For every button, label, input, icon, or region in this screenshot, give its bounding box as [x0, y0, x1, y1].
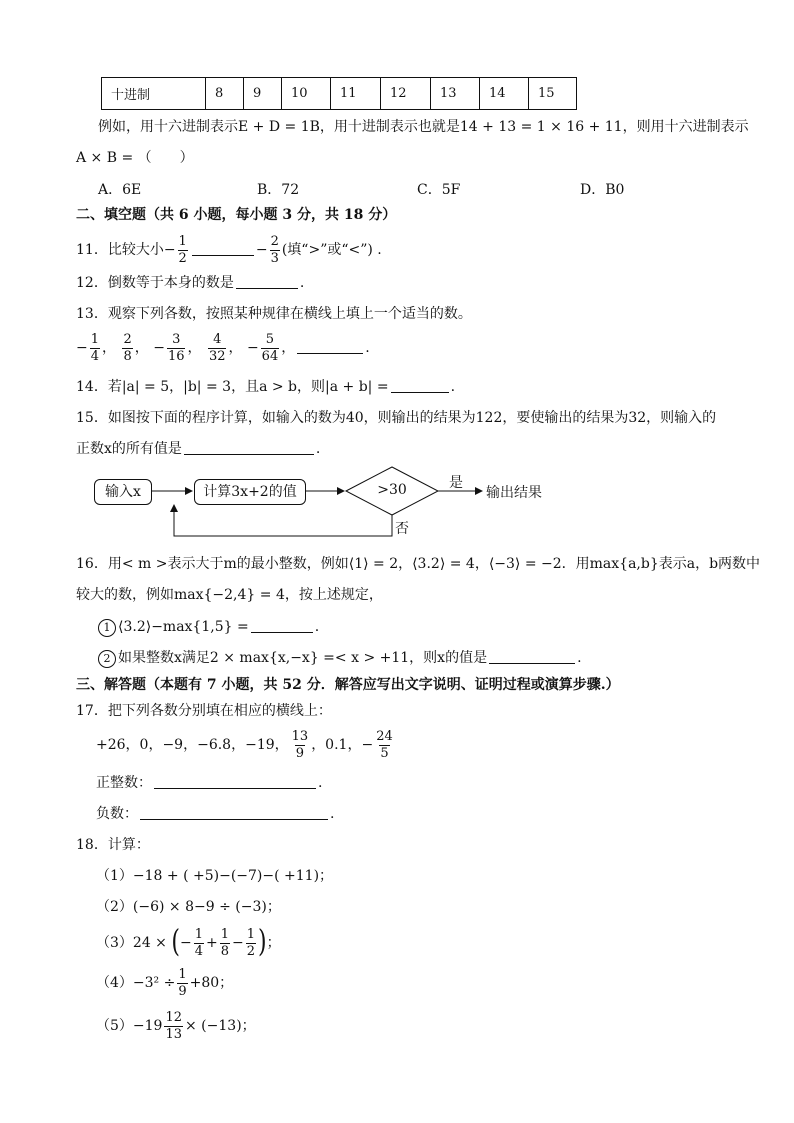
answer-blank[interactable] [297, 339, 363, 354]
positive-integer-line [96, 773, 322, 793]
denominator: 4 [90, 348, 100, 364]
period: . [315, 441, 321, 457]
minus-sign: − [179, 935, 192, 951]
table-cell: 11 [331, 78, 381, 110]
denominator: 8 [123, 348, 132, 364]
q18-part3 [96, 926, 281, 960]
circle-number: 1 [98, 619, 116, 637]
section-3-title: 三、解答题（本题有 7 小题，共 52 分．解答应写出文字说明、证明过程或演算步骤.） [76, 677, 620, 693]
question-14 [76, 377, 455, 397]
answer-blank[interactable] [391, 378, 449, 393]
answer-blank[interactable] [236, 274, 298, 289]
fraction [270, 235, 280, 266]
fraction [167, 333, 186, 364]
plus-sign: + [205, 935, 218, 951]
numerator: 1 [220, 926, 229, 942]
denominator: 13 [165, 1026, 182, 1042]
q16-part2-text: 如果整数x满足2 × max{x,−x} =< x > +11，则x的值是 [118, 650, 488, 666]
q13-sequence [76, 331, 370, 365]
table-cell: 12 [381, 78, 431, 110]
yes-label: 是 [449, 475, 463, 491]
q16-part1 [98, 617, 319, 637]
fraction [375, 730, 394, 761]
numerator: 1 [90, 331, 100, 347]
compute-box: 计算3x+2的值 [194, 479, 306, 505]
minus-sign: − [231, 935, 244, 951]
numerator: 1 [194, 926, 203, 942]
answer-blank[interactable] [192, 241, 254, 256]
input-box: 输入x [94, 479, 152, 505]
option-b: B．72 [257, 182, 300, 198]
flowchart-lines [90, 464, 560, 544]
q15-answer-line [76, 439, 320, 459]
denominator: 8 [220, 943, 229, 959]
numerator: 12 [165, 1009, 182, 1025]
numerator: 5 [265, 331, 275, 347]
period: . [365, 340, 370, 356]
fraction [194, 928, 204, 959]
q16-line2: 较大的数，例如max{−2,4} = 4，按上述规定， [76, 587, 383, 603]
fraction [261, 333, 280, 364]
sign: − [76, 340, 88, 356]
condition-label: >30 [377, 482, 407, 498]
table-cell: 9 [244, 78, 282, 110]
q12-text: 12．倒数等于本身的数是 [76, 275, 234, 291]
q10-question: A × B = （ ） [76, 150, 194, 166]
q16-part1-text: ⟨3.2⟩−max{1,5} = [118, 619, 249, 635]
separator: ， [102, 340, 117, 356]
question-18: 18．计算： [76, 837, 150, 853]
numerator: 4 [213, 331, 222, 347]
q15-text: 正数x的所有值是 [76, 441, 182, 457]
question-15: 15．如图按下面的程序计算，如输入的数为40，则输出的结果为122，要使输出的结果为32，则输入的 [76, 410, 717, 426]
table-row [102, 78, 577, 110]
period: . [577, 650, 582, 666]
fraction [220, 928, 230, 959]
fraction [164, 1011, 183, 1042]
fraction [177, 968, 187, 999]
decimal-table [101, 77, 577, 110]
period: . [450, 379, 456, 395]
table-cell: 13 [431, 78, 480, 110]
q14-text: 14．若|a| = 5，|b| = 3，且a > b，则|a + b| = [76, 379, 389, 395]
answer-blank[interactable] [154, 774, 316, 789]
q18-part5 [96, 1009, 256, 1043]
denominator: 32 [208, 348, 226, 364]
denominator: 5 [380, 745, 389, 761]
question-12 [76, 273, 304, 293]
denominator: 9 [178, 983, 187, 999]
right-paren: ) [258, 924, 267, 960]
circle-number: 2 [98, 650, 116, 668]
separator: ， [134, 340, 149, 356]
number-list: +26，0，−9，−6.8，−19， [96, 737, 289, 753]
option-a: A．6E [98, 182, 142, 198]
output-label: 输出结果 [486, 485, 542, 501]
q11-prefix: 11．比较大小− [76, 242, 176, 258]
denominator: 2 [246, 943, 255, 959]
fraction [291, 730, 310, 761]
negative-number-label: 负数： [96, 806, 138, 822]
answer-blank[interactable] [140, 805, 328, 820]
q18-part4-suffix: +80； [189, 975, 234, 991]
q18-part1: （1）−18 + ( +5)−(−7)−( +11)； [96, 868, 334, 884]
question-17: 17．把下列各数分别填在相应的横线上： [76, 703, 332, 719]
sign: − [153, 340, 165, 356]
numerator: 24 [376, 728, 393, 744]
table-header-cell: 十进制 [102, 78, 206, 110]
option-c: C．5F [417, 182, 461, 198]
period: . [314, 619, 320, 635]
question-11 [76, 234, 382, 266]
table-cell: 10 [282, 78, 331, 110]
sign: − [246, 340, 259, 356]
period: . [299, 275, 305, 291]
no-label: 否 [395, 521, 409, 537]
positive-integer-label: 正整数： [96, 775, 152, 791]
negative-number-line [96, 804, 334, 824]
numerator: 2 [123, 331, 132, 347]
q18-part4 [96, 966, 233, 1000]
q10-example: 例如，用十六进制表示E + D = 1B，用十进制表示也就是14 + 13 = 1 × 16 + 11，则用十六进制表示 [98, 119, 749, 135]
fraction [122, 333, 132, 364]
separator: ， [187, 340, 202, 356]
table-cell: 14 [480, 78, 529, 110]
q17-numbers [96, 728, 396, 762]
numerator: 1 [246, 926, 255, 942]
loop-arrow [174, 505, 392, 536]
q18-part2: （2）(−6) × 8−9 ÷ (−3)； [96, 899, 281, 915]
q18-part4-prefix: （4）−3² ÷ [96, 975, 176, 991]
q18-part3-prefix: （3）24 × [96, 935, 167, 951]
numerator: 2 [270, 233, 279, 249]
fraction [178, 235, 188, 266]
fraction [90, 333, 100, 364]
left-paren: ( [171, 924, 180, 960]
period: . [330, 806, 335, 822]
semicolon: ； [266, 935, 281, 951]
denominator: 64 [261, 348, 279, 364]
fraction [246, 928, 256, 959]
option-d: D．B0 [580, 182, 625, 198]
separator: ， [281, 340, 296, 356]
denominator: 2 [178, 250, 187, 266]
question-16: 16．用< m >表示大于m的最小整数，例如⟨1⟩ = 2，⟨3.2⟩ = 4，⟨−3⟩ = −2．用max{a,b}表示a，b两数中 [76, 556, 761, 572]
number-list-mid: ，0.1，− [311, 737, 374, 753]
answer-blank[interactable] [184, 440, 314, 455]
table-cell: 8 [206, 78, 244, 110]
numerator: 1 [178, 966, 187, 982]
q18-part5-suffix: × (−13)； [185, 1018, 256, 1034]
denominator: 9 [295, 745, 305, 761]
separator: ， [228, 340, 243, 356]
question-13: 13．观察下列各数，按照某种规律在横线上填上一个适当的数。 [76, 306, 472, 322]
flowchart [90, 464, 560, 544]
table-cell: 15 [529, 78, 577, 110]
denominator: 16 [167, 348, 185, 364]
numerator: 13 [291, 728, 309, 744]
answer-blank[interactable] [489, 649, 575, 664]
section-2-title: 二、填空题（共 6 小题，每小题 3 分，共 18 分） [76, 207, 397, 223]
denominator: 4 [194, 943, 203, 959]
fraction [208, 333, 227, 364]
numerator: 3 [172, 331, 181, 347]
q18-part5-prefix: （5）−19 [96, 1018, 163, 1034]
denominator: 3 [270, 250, 279, 266]
period: . [318, 775, 323, 791]
q11-suffix: (填“>”或“<”) . [281, 242, 382, 258]
numerator: 1 [178, 233, 187, 249]
minus-sign: − [255, 242, 268, 258]
answer-blank[interactable] [251, 618, 313, 633]
q16-part2 [98, 648, 582, 668]
